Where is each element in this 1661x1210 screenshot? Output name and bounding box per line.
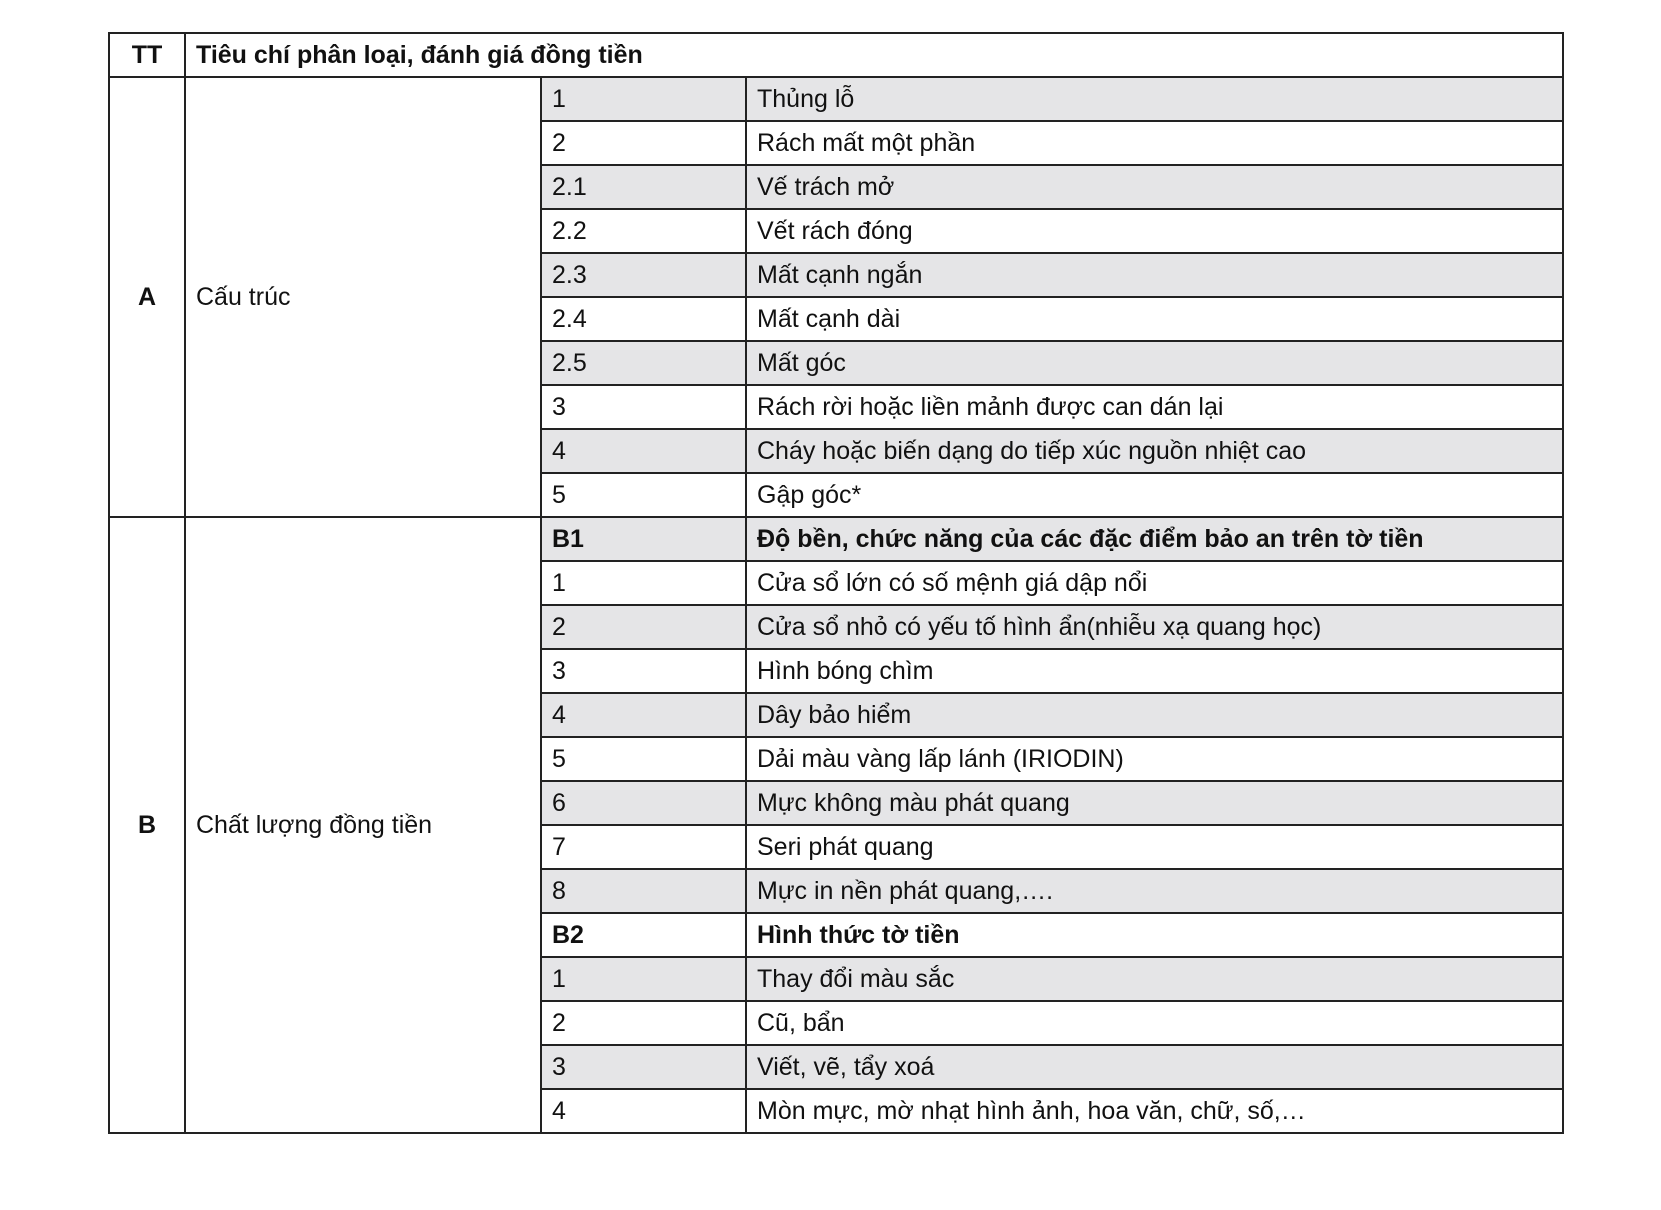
table-row (109, 77, 1563, 121)
item-number: 2.2 (541, 209, 746, 253)
group-name: Chất lượng đồng tiền (185, 517, 541, 1133)
item-number: 7 (541, 825, 746, 869)
item-number: 1 (541, 561, 746, 605)
item-description: Dây bảo hiểm (746, 693, 1563, 737)
item-description: Thay đổi màu sắc (746, 957, 1563, 1001)
item-number: B2 (541, 913, 746, 957)
item-description: Gập góc* (746, 473, 1563, 517)
item-number: 4 (541, 693, 746, 737)
item-number: 6 (541, 781, 746, 825)
item-number: 4 (541, 1089, 746, 1133)
item-description: Rách rời hoặc liền mảnh được can dán lại (746, 385, 1563, 429)
header-criteria: Tiêu chí phân loại, đánh giá đồng tiền (185, 33, 1563, 77)
item-description: Cửa sổ nhỏ có yếu tố hình ẩn(nhiễu xạ quang học) (746, 605, 1563, 649)
item-number: B1 (541, 517, 746, 561)
item-description: Hình bóng chìm (746, 649, 1563, 693)
item-number: 2.5 (541, 341, 746, 385)
item-description: Mất cạnh ngắn (746, 253, 1563, 297)
item-description: Mực không màu phát quang (746, 781, 1563, 825)
item-number: 4 (541, 429, 746, 473)
item-number: 3 (541, 649, 746, 693)
item-description: Seri phát quang (746, 825, 1563, 869)
item-description: Viết, vẽ, tẩy xoá (746, 1045, 1563, 1089)
classification-table (108, 32, 1564, 1134)
table-row (109, 517, 1563, 561)
item-number: 3 (541, 1045, 746, 1089)
item-description: Rách mất một phần (746, 121, 1563, 165)
item-description: Vết rách đóng (746, 209, 1563, 253)
item-description: Cháy hoặc biến dạng do tiếp xúc nguồn nhiệt cao (746, 429, 1563, 473)
item-number: 8 (541, 869, 746, 913)
item-description: Hình thức tờ tiền (746, 913, 1563, 957)
item-description: Mực in nền phát quang,…. (746, 869, 1563, 913)
item-number: 2 (541, 605, 746, 649)
item-number: 1 (541, 957, 746, 1001)
item-number: 5 (541, 737, 746, 781)
item-description: Dải màu vàng lấp lánh (IRIODIN) (746, 737, 1563, 781)
item-description: Thủng lỗ (746, 77, 1563, 121)
item-number: 3 (541, 385, 746, 429)
group-name: Cấu trúc (185, 77, 541, 517)
item-description: Mất góc (746, 341, 1563, 385)
item-description: Cũ, bẩn (746, 1001, 1563, 1045)
item-number: 1 (541, 77, 746, 121)
item-number: 2 (541, 1001, 746, 1045)
item-description: Mất cạnh dài (746, 297, 1563, 341)
item-number: 5 (541, 473, 746, 517)
item-number: 2.1 (541, 165, 746, 209)
item-number: 2 (541, 121, 746, 165)
item-number: 2.3 (541, 253, 746, 297)
item-number: 2.4 (541, 297, 746, 341)
header-tt: TT (109, 33, 185, 77)
group-code: B (109, 517, 185, 1133)
header-row (109, 33, 1563, 77)
item-description: Vế trách mở (746, 165, 1563, 209)
item-description: Cửa sổ lớn có số mệnh giá dập nổi (746, 561, 1563, 605)
group-code: A (109, 77, 185, 517)
item-description: Độ bền, chức năng của các đặc điểm bảo an trên tờ tiền (746, 517, 1563, 561)
item-description: Mòn mực, mờ nhạt hình ảnh, hoa văn, chữ, số,… (746, 1089, 1563, 1133)
